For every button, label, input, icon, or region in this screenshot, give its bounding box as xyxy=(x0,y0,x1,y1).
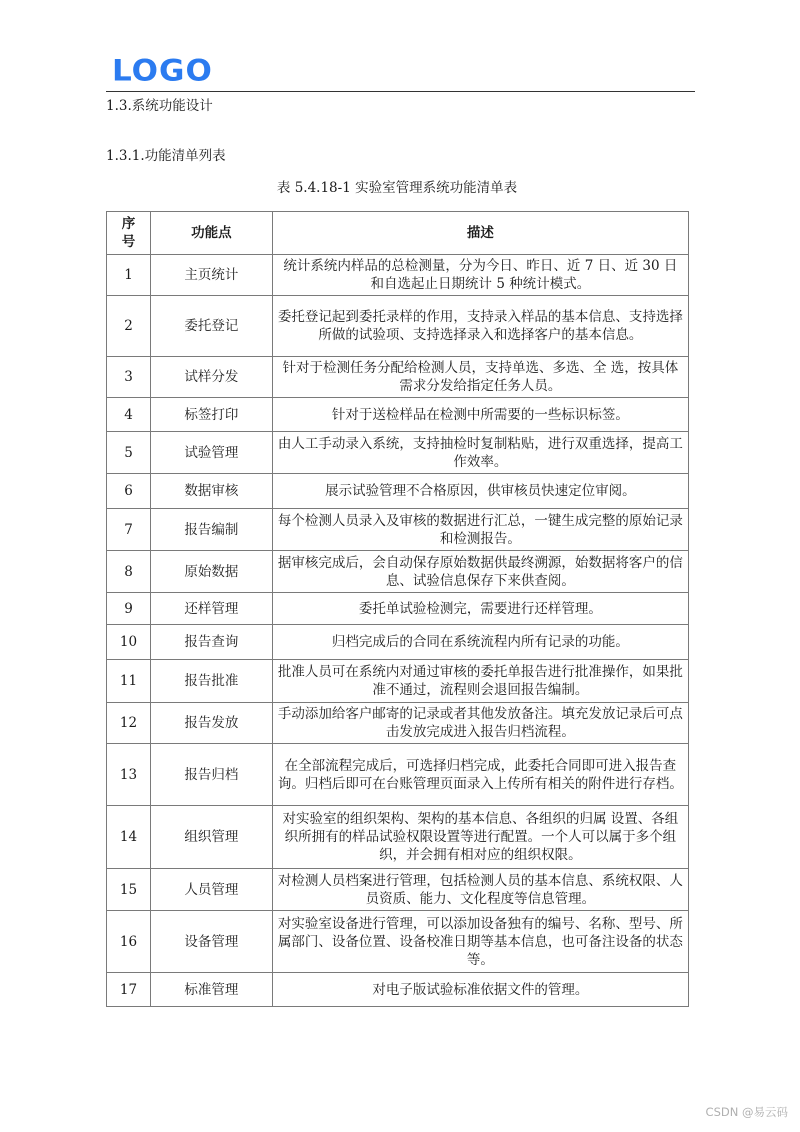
row-number: 6 xyxy=(107,474,151,509)
row-feature: 试验管理 xyxy=(150,432,272,474)
row-feature: 主页统计 xyxy=(150,255,272,296)
column-header-description: 描述 xyxy=(272,212,688,255)
table-row xyxy=(107,255,689,296)
table-row xyxy=(107,973,689,1007)
table-row xyxy=(107,593,689,625)
row-number: 5 xyxy=(107,432,151,474)
subsection-heading: 1.3.1.功能清单列表 xyxy=(106,148,226,164)
row-feature: 数据审核 xyxy=(150,474,272,509)
row-feature: 委托登记 xyxy=(150,296,272,357)
section-heading: 1.3.系统功能设计 xyxy=(106,98,213,114)
table-row xyxy=(107,869,689,911)
row-feature: 还样管理 xyxy=(150,593,272,625)
table-row xyxy=(107,432,689,474)
row-feature: 标签打印 xyxy=(150,398,272,432)
row-number: 13 xyxy=(107,744,151,806)
row-description: 针对于检测任务分配给检测人员，支持单选、多选、全 选，按具体需求分发给指定任务人员。 xyxy=(272,357,688,398)
row-description: 归档完成后的合同在系统流程内所有记录的功能。 xyxy=(272,625,688,660)
column-header-feature: 功能点 xyxy=(150,212,272,255)
row-description: 针对于送检样品在检测中所需要的一些标识标签。 xyxy=(272,398,688,432)
row-number: 2 xyxy=(107,296,151,357)
row-description: 对实验室的组织架构、架构的基本信息、各组织的归属 设置、各组织所拥有的样品试验权限设置等进行配置。一个人可以属于多个组织，并会拥有相对应的组织权限。 xyxy=(272,806,688,869)
row-number: 11 xyxy=(107,660,151,703)
row-number: 17 xyxy=(107,973,151,1007)
table-row xyxy=(107,474,689,509)
table-row xyxy=(107,911,689,973)
table-row xyxy=(107,806,689,869)
row-feature: 报告查询 xyxy=(150,625,272,660)
table-row xyxy=(107,703,689,744)
row-number: 15 xyxy=(107,869,151,911)
row-number: 3 xyxy=(107,357,151,398)
row-feature: 报告归档 xyxy=(150,744,272,806)
feature-list-table xyxy=(106,211,689,1007)
row-feature: 报告批准 xyxy=(150,660,272,703)
table-row xyxy=(107,551,689,593)
row-description: 对实验室设备进行管理，可以添加设备独有的编号、名称、型号、所属部门、设备位置、设备校准日期等基本信息，也可备注设备的状态等。 xyxy=(272,911,688,973)
row-feature: 组织管理 xyxy=(150,806,272,869)
logo: LOGO xyxy=(112,53,213,89)
row-description: 由人工手动录入系统，支持抽检时复制粘贴，进行双重选择，提高工作效率。 xyxy=(272,432,688,474)
column-header-number: 序号 xyxy=(107,212,151,255)
row-description: 展示试验管理不合格原因，供审核员快速定位审阅。 xyxy=(272,474,688,509)
table-caption: 表 5.4.18-1 实验室管理系统功能清单表 xyxy=(276,180,518,196)
row-description: 手动添加给客户邮寄的记录或者其他发放备注。填充发放记录后可点击发放完成进入报告归档流程。 xyxy=(272,703,688,744)
table-row xyxy=(107,625,689,660)
table-row xyxy=(107,296,689,357)
row-description: 统计系统内样品的总检测量，分为今日、昨日、近 7 日、近 30 日和自选起止日期统计 5 种统计模式。 xyxy=(272,255,688,296)
row-description: 对检测人员档案进行管理，包括检测人员的基本信息、系统权限、人员资质、能力、文化程度等信息管理。 xyxy=(272,869,688,911)
watermark: CSDN @易云码 xyxy=(705,1105,788,1119)
row-description: 对电子版试验标准依据文件的管理。 xyxy=(272,973,688,1007)
row-feature: 试样分发 xyxy=(150,357,272,398)
row-number: 4 xyxy=(107,398,151,432)
row-number: 14 xyxy=(107,806,151,869)
table-row xyxy=(107,357,689,398)
row-description: 批准人员可在系统内对通过审核的委托单报告进行批准操作，如果批准不通过，流程则会退回报告编制。 xyxy=(272,660,688,703)
header-divider xyxy=(106,91,695,92)
row-feature: 人员管理 xyxy=(150,869,272,911)
row-number: 8 xyxy=(107,551,151,593)
row-number: 9 xyxy=(107,593,151,625)
table-row xyxy=(107,660,689,703)
row-number: 12 xyxy=(107,703,151,744)
row-number: 7 xyxy=(107,509,151,551)
table-header-row xyxy=(107,212,689,255)
table-row xyxy=(107,398,689,432)
row-description: 每个检测人员录入及审核的数据进行汇总，一键生成完整的原始记录和检测报告。 xyxy=(272,509,688,551)
row-number: 16 xyxy=(107,911,151,973)
table-row xyxy=(107,509,689,551)
row-number: 10 xyxy=(107,625,151,660)
row-number: 1 xyxy=(107,255,151,296)
row-description: 委托单试验检测完，需要进行还样管理。 xyxy=(272,593,688,625)
row-description: 据审核完成后，会自动保存原始数据供最终溯源，始数据将客户的信息、试验信息保存下来供查阅。 xyxy=(272,551,688,593)
row-feature: 报告编制 xyxy=(150,509,272,551)
row-description: 委托登记起到委托录样的作用，支持录入样品的基本信息、支持选择所做的试验项、支持选择录入和选择客户的基本信息。 xyxy=(272,296,688,357)
row-feature: 设备管理 xyxy=(150,911,272,973)
row-description: 在全部流程完成后，可选择归档完成，此委托合同即可进入报告查询。归档后即可在台账管理页面录入上传所有相关的附件进行存档。 xyxy=(272,744,688,806)
row-feature: 原始数据 xyxy=(150,551,272,593)
row-feature: 标准管理 xyxy=(150,973,272,1007)
row-feature: 报告发放 xyxy=(150,703,272,744)
table-row xyxy=(107,744,689,806)
